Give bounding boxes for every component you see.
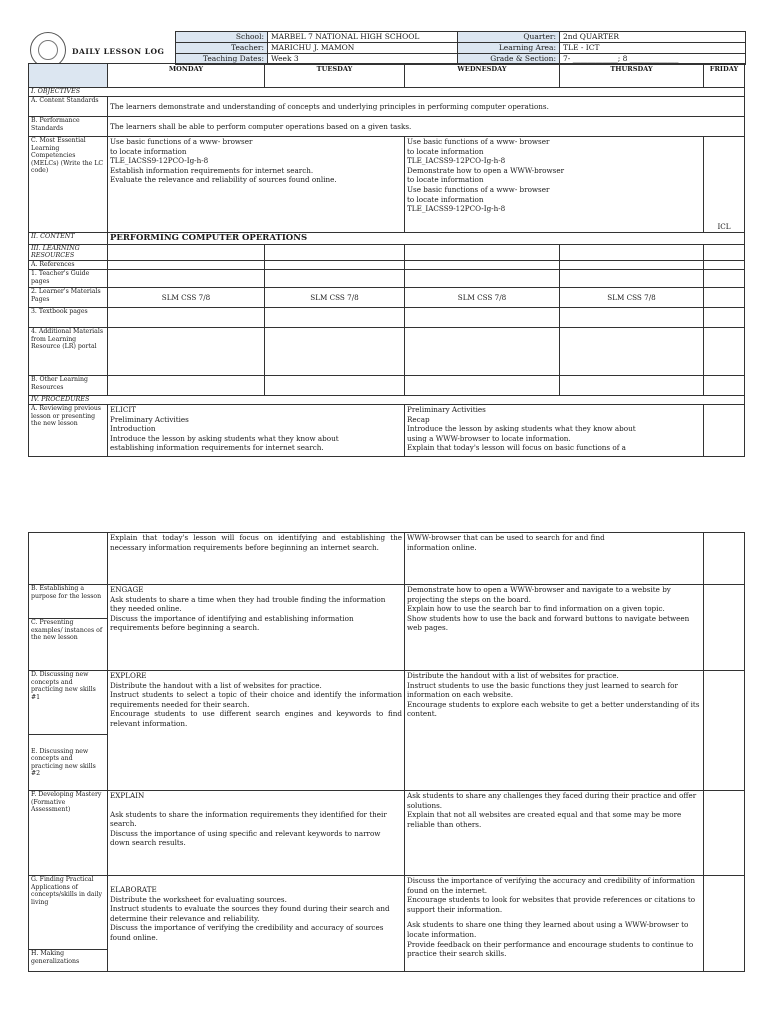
text-line: Ask students to share any challenges they faced during their practice and offer solutions.: [407, 791, 697, 810]
text-line: Distribute the handout with a list of websites for practice.: [110, 680, 322, 690]
slm-tuesday: SLM CSS 7/8: [265, 288, 405, 308]
wednesday-continued: [405, 533, 704, 585]
melc-wednesday: [405, 137, 704, 233]
engage-title: ENGAGE: [110, 585, 144, 594]
text-line: Show students how to use the back and forward buttons to navigate between web pages.: [407, 613, 690, 633]
reviewing-wednesday: [405, 405, 704, 457]
school-label: School:: [176, 32, 268, 43]
learning-resources-label: III. LEARNING RESOURCES: [29, 245, 108, 261]
text-line: Discuss the importance of verifying the credibility and accuracy of sources found online.: [110, 923, 384, 942]
text-line: Distribute the handout with a list of websites for practice.: [407, 671, 619, 680]
text-line: Introduction: [110, 424, 156, 434]
engage-wednesday: [405, 585, 704, 671]
presenting-examples-label: C. Presenting examples/ instances of the new lesson: [29, 619, 108, 671]
melc-mon-line: Use basic functions of a www- browser: [110, 137, 253, 146]
explore-wednesday: [405, 671, 704, 791]
explain-title: EXPLAIN: [110, 791, 145, 800]
objectives-heading: I. OBJECTIVES: [29, 88, 745, 97]
text-line: WWW-browser that can be used to search for and find: [407, 533, 605, 542]
content-title: PERFORMING COMPUTER OPERATIONS: [108, 233, 745, 245]
elaborate-title: ELABORATE: [110, 885, 157, 894]
melc-mon-line: Establish information requirements for internet search.: [110, 165, 314, 175]
slm-thursday: SLM CSS 7/8: [560, 288, 704, 308]
text-line: Preliminary Activities: [407, 405, 486, 414]
text-line: information online.: [407, 542, 477, 552]
establishing-purpose-label: B. Establishing a purpose for the lesson: [29, 585, 108, 619]
additional-materials-label: 4. Additional Materials from Learning Resource (LR) portal: [29, 328, 108, 376]
generalizations-label: H. Making generalizations: [29, 950, 108, 972]
melc-wed-code: TLE_IACSS9-12PCO-Ig-h-8: [407, 204, 506, 214]
day-wednesday: WEDNESDAY: [405, 64, 560, 88]
practical-applications-label: G. Finding Practical Applications of concepts/skills in daily living: [29, 876, 108, 950]
references-label: A. References: [29, 261, 108, 270]
text-line: Instruct students to evaluate the sources they found during their search and determine their relevance and reliability.: [110, 904, 390, 923]
melc-wed-line: to locate information: [407, 175, 484, 185]
melc-wed-line: to locate information: [407, 146, 484, 156]
melc-wed-line: Demonstrate how to open a WWW-browser: [407, 165, 565, 175]
text-line: Explain that not all websites are created equal and that some may be more reliable than others.: [407, 810, 682, 829]
lesson-table-page1: [28, 63, 745, 457]
friday-note: ICL: [704, 137, 745, 233]
engage-monday: [108, 585, 405, 671]
text-line: Provide feedback on their performance and encourage students to continue to practice their search skills.: [407, 939, 694, 959]
day-tuesday: TUESDAY: [265, 64, 405, 88]
area-value: TLE - ICT: [560, 43, 746, 54]
content-standards-text: The learners demonstrate and understanding of concepts and underlying principles in performing computer operations.: [108, 97, 745, 117]
area-label: Learning Area:: [458, 43, 560, 54]
performance-standards-label: B. Performance Standards: [29, 117, 108, 137]
dates-label: Teaching Dates:: [176, 54, 268, 65]
melc-label: C. Most Essential Learning Competencies (MELCs) (Write the LC code): [29, 137, 108, 233]
teacher-label: Teacher:: [176, 43, 268, 54]
other-resources-label: B. Other Learning Resources: [29, 376, 108, 396]
log-title: DAILY LESSON LOG: [72, 47, 165, 56]
text-line: Instruct students to use the basic functions they just learned to search for information on each website.: [407, 680, 678, 700]
melc-mon-line: to locate information: [110, 146, 187, 156]
text-line: using a WWW-browser to locate information.: [407, 433, 571, 443]
explore-title: EXPLORE: [110, 671, 147, 680]
dates-value: Week 3: [268, 54, 458, 65]
melc-wed-line: to locate information: [407, 194, 484, 204]
discussing-concepts-1-label: D. Discussing new concepts and practicing new skills #1: [29, 671, 108, 735]
monday-continued: Explain that today's lesson will focus on identifying and establishing the necessary information requirements before beginning an internet search.: [108, 533, 405, 585]
text-line: Introduce the lesson by asking students what they know about: [407, 424, 636, 434]
text-line: Encourage students to look for websites that provide references or citations to support their information.: [407, 895, 696, 914]
performance-standards-text: The learners shall be able to perform computer operations based on a given tasks.: [108, 117, 745, 137]
melc-wed-line: Use basic functions of a www- browser: [407, 184, 550, 194]
explain-monday: [108, 791, 405, 876]
elicit-title: ELICIT: [110, 405, 136, 414]
elaborate-monday: [108, 876, 405, 972]
grade-label: Grade & Section:: [458, 54, 560, 65]
text-line: Ask students to share a time when they had trouble finding the information they needed online.: [110, 594, 386, 614]
text-line: Encourage students to use different search engines and keywords to find relevant information.: [110, 709, 402, 728]
melc-wed-line: Use basic functions of a www- browser: [407, 137, 550, 146]
day-thursday: THURSDAY: [560, 64, 704, 88]
discussing-concepts-2-label: E. Discussing new concepts and practicing new skills #2: [29, 735, 108, 791]
reviewing-monday: [108, 405, 405, 457]
procedures-heading: IV. PROCEDURES: [29, 396, 745, 405]
text-line: Preliminary Activities: [110, 414, 189, 424]
grade-value: 7- ____________; 8 _____________: [560, 54, 746, 65]
melc-monday: [108, 137, 405, 233]
day-monday: MONDAY: [108, 64, 265, 88]
lesson-table-page2: [28, 532, 745, 972]
text-line: Ask students to share the information requirements they identified for their search.: [110, 809, 387, 829]
text-line: Encourage students to explore each website to get a better understanding of its content.: [407, 699, 700, 719]
melc-mon-line: Evaluate the relevance and reliability of sources found online.: [110, 175, 337, 185]
melc-mon-code: TLE_IACSS9-12PCO-Ig-h-8: [110, 156, 209, 166]
text-line: Ask students to share one thing they learned about using a WWW-browser to locate information.: [407, 920, 689, 939]
explore-monday: [108, 671, 405, 791]
text-line: Recap: [407, 414, 430, 424]
melc-wed-code: TLE_IACSS9-12PCO-Ig-h-8: [407, 156, 506, 166]
explain-wednesday: [405, 791, 704, 876]
text-line: Instruct students to select a topic of their choice and identify the information requirements needed for their search.: [110, 690, 402, 709]
school-value: MARBEL 7 NATIONAL HIGH SCHOOL: [268, 32, 458, 43]
text-line: Explain that today's lesson will focus on basic functions of a: [407, 443, 626, 453]
teacher-value: MARICHU J. MAMON: [268, 43, 458, 54]
text-line: Explain how to use the search bar to find information on a given topic.: [407, 604, 665, 614]
textbook-label: 3. Textbook pages: [29, 308, 108, 328]
text-line: Discuss the importance of verifying the accuracy and credibility of information found on the internet.: [407, 876, 695, 895]
slm-monday: SLM CSS 7/8: [108, 288, 265, 308]
text-line: Discuss the importance of using specific and relevant keywords to narrow down search results.: [110, 828, 381, 848]
quarter-label: Quarter:: [458, 32, 560, 43]
learners-materials-label: 2. Learner's Materials Pages: [29, 288, 108, 308]
reviewing-lesson-label: A. Reviewing previous lesson or presenting the new lesson: [29, 405, 108, 457]
content-label: II. CONTENT: [29, 233, 108, 245]
day-friday: FRIDAY: [704, 64, 745, 88]
text-line: Demonstrate how to open a WWW-browser and navigate to a website by projecting the steps on the board.: [407, 585, 671, 604]
text-line: establishing information requirements for internet search.: [110, 443, 324, 453]
header-table: [175, 31, 746, 65]
slm-wednesday: SLM CSS 7/8: [405, 288, 560, 308]
corner-cell: [29, 64, 108, 88]
text-line: Distribute the worksheet for evaluating sources.: [110, 894, 287, 904]
quarter-value: 2nd QUARTER: [560, 32, 746, 43]
text-line: Introduce the lesson by asking students what they know about: [110, 433, 339, 443]
elaborate-wednesday: [405, 876, 704, 972]
developing-mastery-label: F. Developing Mastery (Formative Assessment): [29, 791, 108, 876]
text-line: Discuss the importance of identifying and establishing information requirements before beginning a search.: [110, 613, 354, 633]
content-standards-label: A. Content Standards: [29, 97, 108, 117]
teachers-guide-label: 1. Teacher's Guide pages: [29, 270, 108, 288]
